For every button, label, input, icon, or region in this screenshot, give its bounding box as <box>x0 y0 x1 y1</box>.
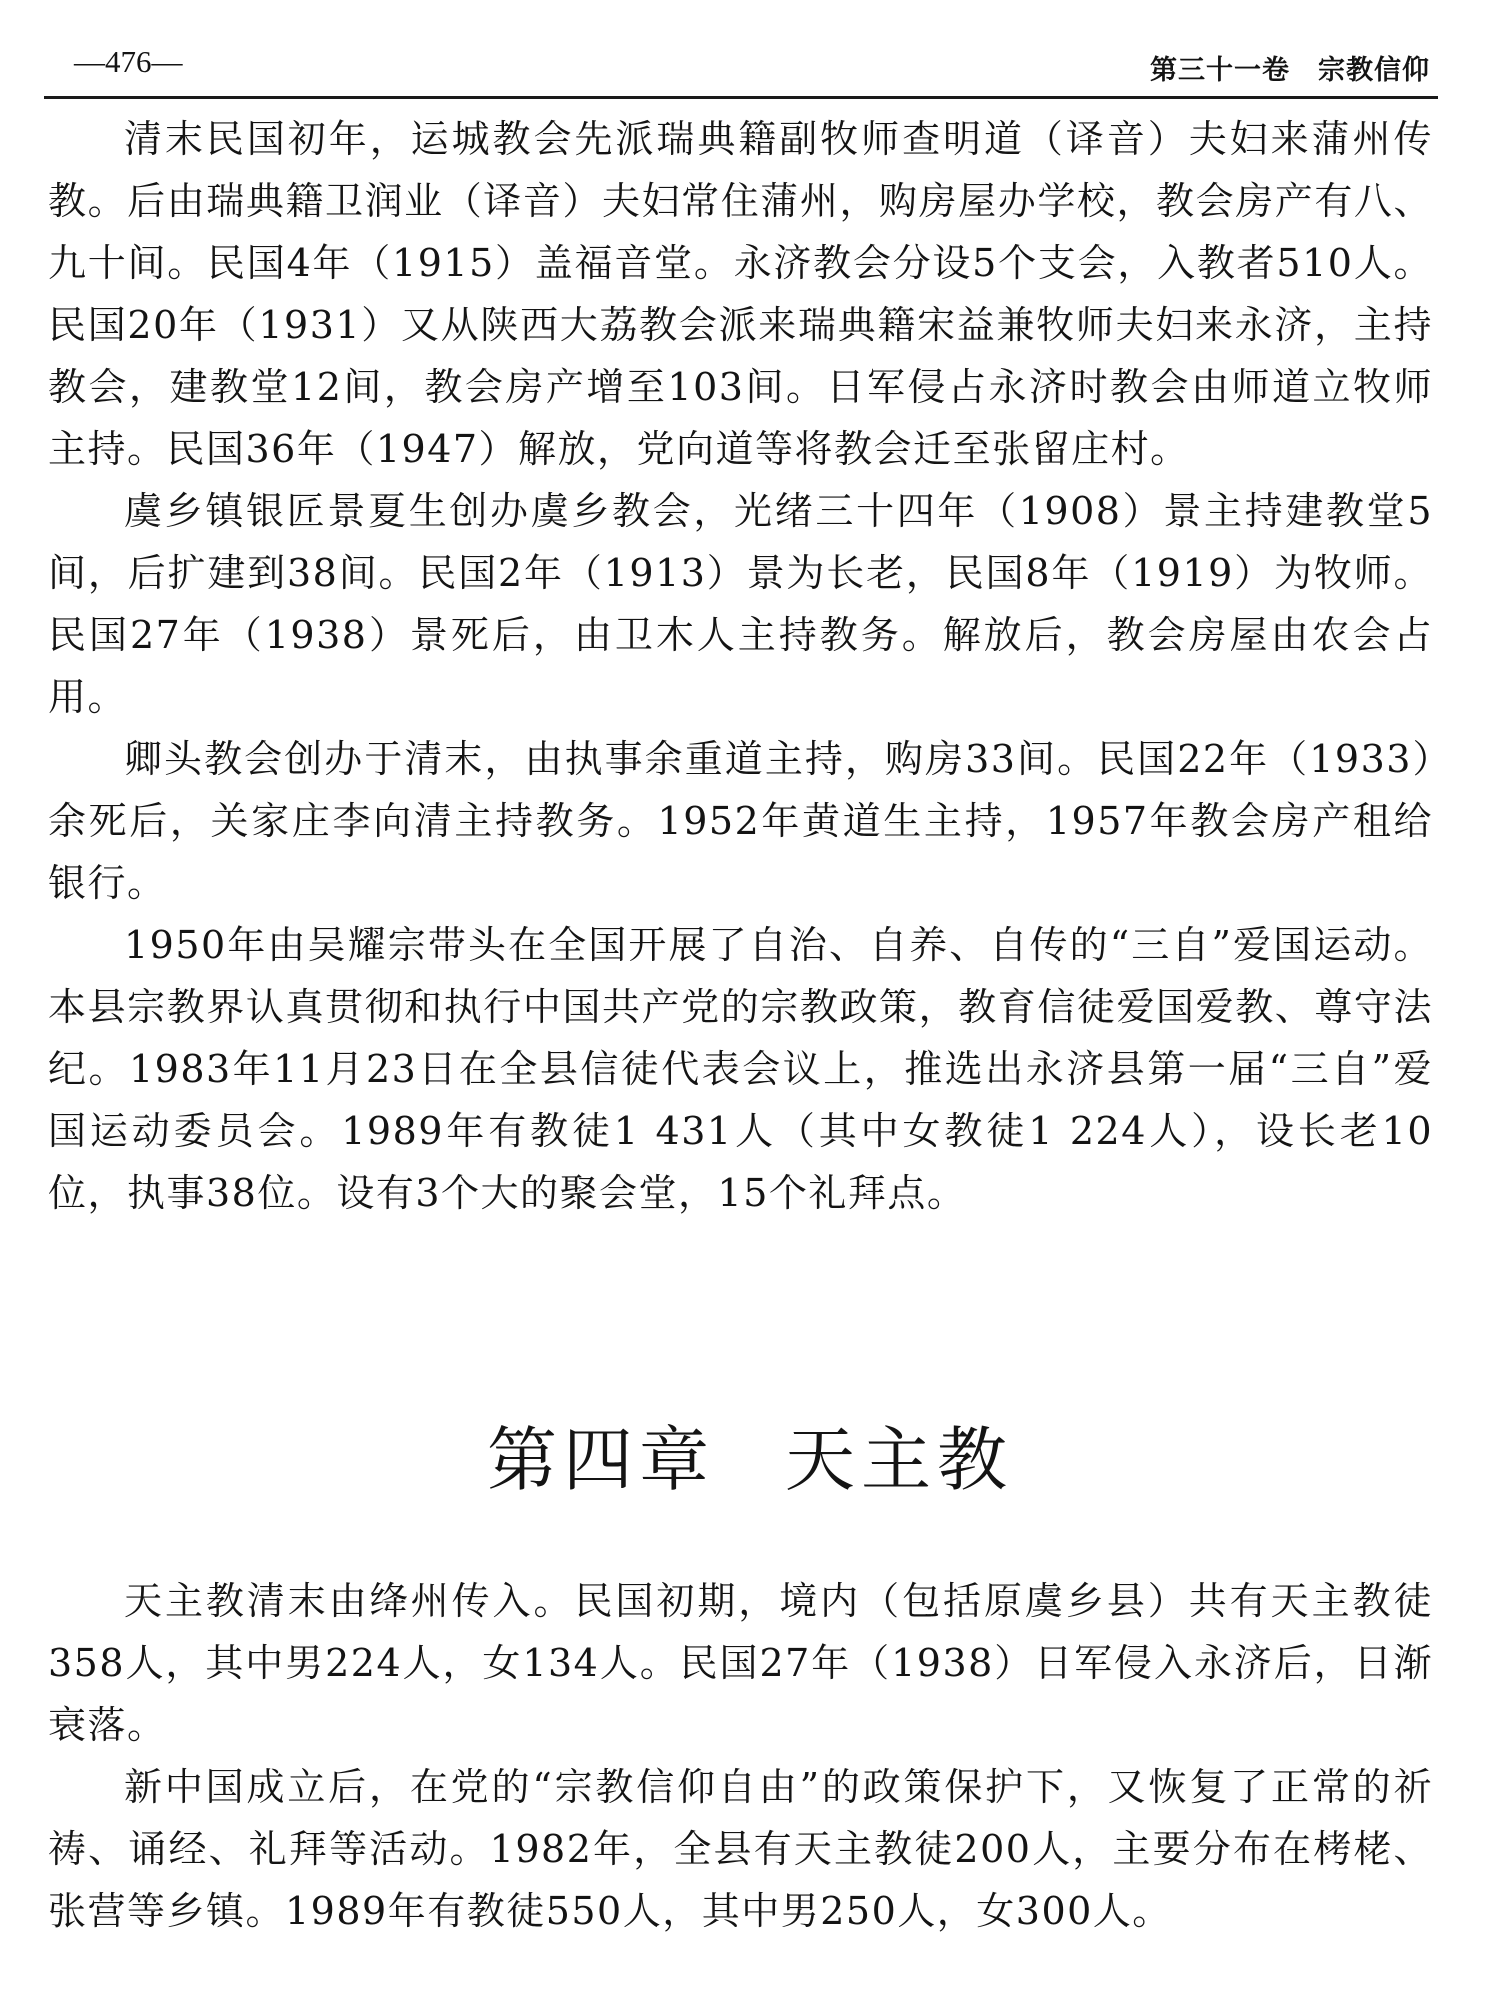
header-rule <box>44 96 1438 99</box>
chapter-title: 天主教 <box>785 1419 1013 1501</box>
page-number: —476— <box>74 44 183 79</box>
paragraph: 天主教清末由绛州传入。民国初期，境内（包括原虞乡县）共有天主教徒358人，其中男224人，女134人。民国27年（1938）日军侵入永济后，日渐衰落。 <box>48 1579 1433 1747</box>
paragraph: 卿头教会创办于清末，由执事余重道主持，购房33间。民国22年（1933）余死后，关家庄李向清主持教务。1952年黄道生主持，1957年教会房产租给银行。 <box>48 737 1433 905</box>
chapter-heading <box>0 1404 1500 1505</box>
paragraph: 清末民国初年，运城教会先派瑞典籍副牧师查明道（译音）夫妇来蒲州传教。后由瑞典籍卫润业（译音）夫妇常住蒲州，购房屋办学校，教会房产有八、九十间。民国4年（1915）盖福音堂。永济教会分设5个支会，入教者510人。民国20年（1931）又从陕西大荔教会派来瑞典籍宋益兼牧师夫妇来永济，主持教会，建教堂12间，教会房产增至103间。日军侵占永济时教会由师道立牧师主持。民国36年（1947）解放，党向道等将教会迁至张留庄村。 <box>48 117 1433 471</box>
running-head: 第三十一卷 宗教信仰 <box>1150 55 1430 86</box>
chapter-number: 第四章 <box>487 1419 715 1501</box>
catholic-section <box>48 1570 1433 1942</box>
page-header <box>44 40 1438 92</box>
paragraph: 1950年由吴耀宗带头在全国开展了自治、自养、自传的“三自”爱国运动。本县宗教界认真贯彻和执行中国共产党的宗教政策，教育信徒爱国爱教、尊守法纪。1983年11月23日在全县信徒代表会议上，推选出永济县第一届“三自”爱国运动委员会。1989年有教徒1 431人（其中女教徒1 224人），设长老10位，执事38位。设有3个大的聚会堂，15个礼拜点。 <box>48 923 1433 1215</box>
protestant-section <box>48 108 1433 1224</box>
paragraph: 新中国成立后，在党的“宗教信仰自由”的政策保护下，又恢复了正常的祈祷、诵经、礼拜等活动。1982年，全县有天主教徒200人，主要分布在栲栳、张营等乡镇。1989年有教徒550人，其中男250人，女300人。 <box>48 1765 1433 1933</box>
paragraph: 虞乡镇银匠景夏生创办虞乡教会，光绪三十四年（1908）景主持建教堂5间，后扩建到38间。民国2年（1913）景为长老，民国8年（1919）为牧师。民国27年（1938）景死后，由卫木人主持教务。解放后，教会房屋由农会占用。 <box>48 489 1433 719</box>
